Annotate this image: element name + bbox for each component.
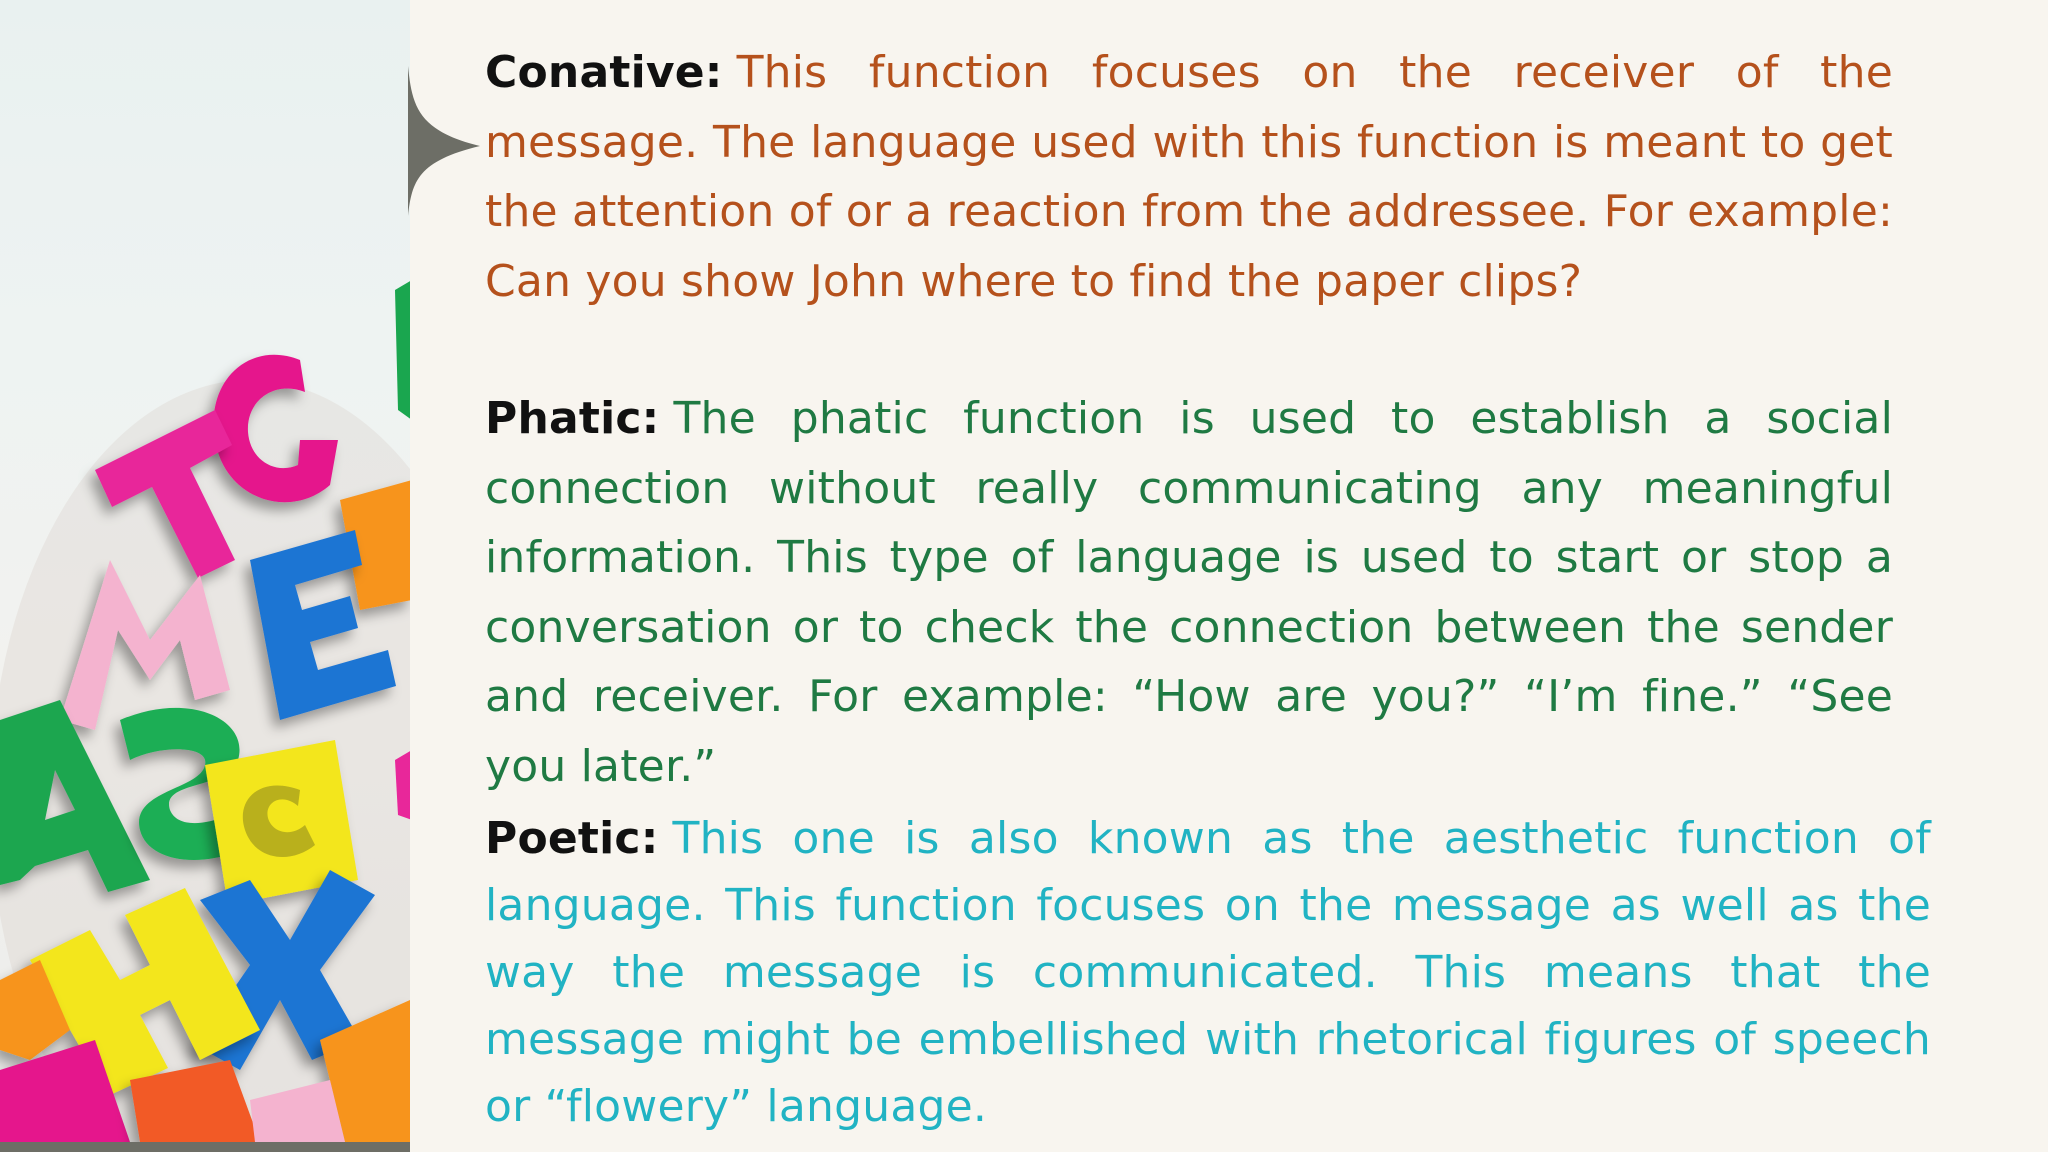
panel-bottom-bar [0, 1142, 410, 1152]
conative-term: Conative: [485, 47, 723, 98]
content-area [485, 38, 1931, 1140]
conative-paragraph [485, 38, 1893, 316]
phatic-term: Phatic: [485, 393, 660, 444]
alphabet-letters-photo [0, 0, 410, 1142]
poetic-paragraph [485, 805, 1931, 1140]
panel-pointer-shape [408, 66, 488, 216]
poetic-description: This one is also known as the aesthetic function of language. This function focuses on the message as well as the way the message is communicated. This means that the message might be embellished with rhetorical figures of speech or “flowery” language. [485, 813, 1931, 1132]
conative-description: This function focuses on the receiver of the message. The language used with this function is meant to get the attention of or a reaction from the addressee. For example: Can you show John where to find the paper clips? [485, 47, 1893, 307]
phatic-paragraph [485, 384, 1893, 801]
phatic-description: The phatic function is used to establish a social connection without really communicating any meaningful information. This type of language is used to start or stop a conversation or to check the connection between the sender and receiver. For example: “How are you?” “I’m fine.” “See you later.” [485, 393, 1893, 792]
poetic-term: Poetic: [485, 813, 659, 864]
